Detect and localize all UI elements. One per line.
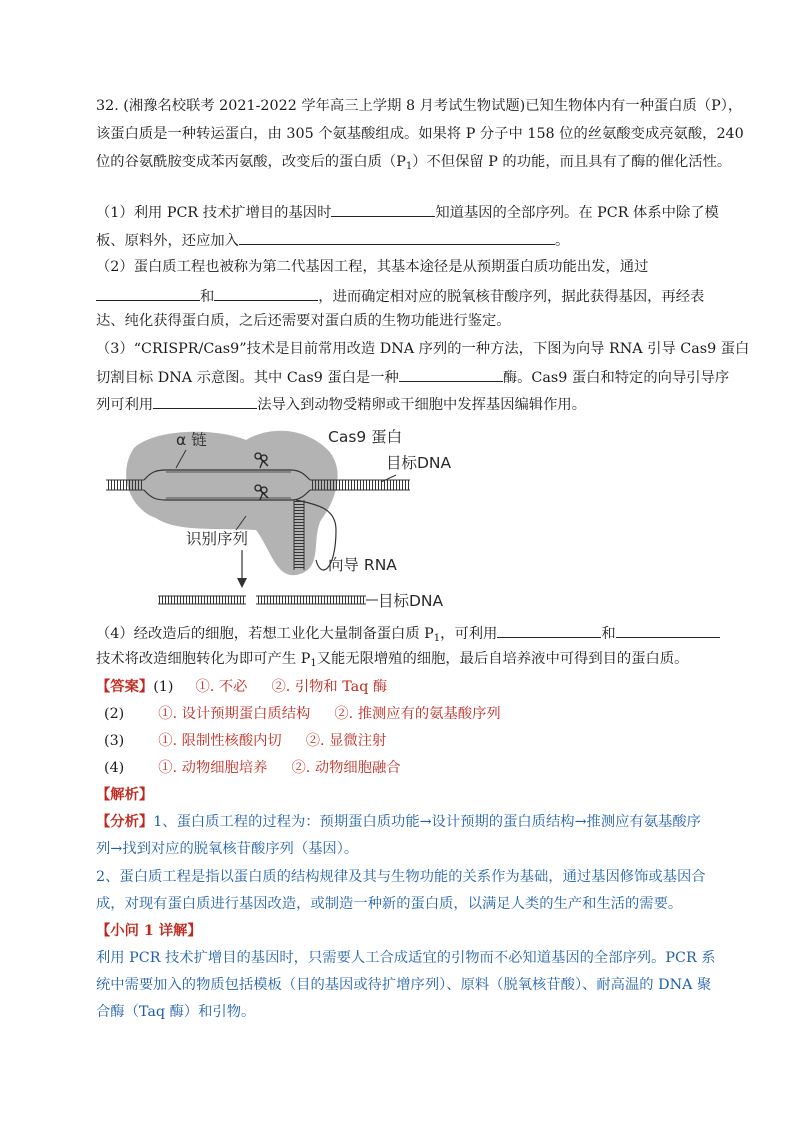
target-dna-strand: [106, 480, 144, 490]
cas9-protein-shape: [126, 431, 338, 576]
explanation-line-2: 统中需要加入的物质包括模板（目的基因或待扩增序列）、原料（脱氧核苷酸）、耐高温的 DNA 聚: [96, 977, 712, 993]
analysis-line-2: 列→找到对应的脱氧核苷酸序列（基因）。: [96, 841, 359, 857]
answer-blank[interactable]: [153, 393, 257, 409]
explanation-line-1: 利用 PCR 技术扩增目的基因时，只需要人工合成适宜的引物而不必知道基因的全部序列。PCR 系: [96, 950, 716, 966]
part3-line-2: 切割目标 DNA 示意图。其中 Cas9 蛋白是一种 酶。Cas9 蛋白和特定的向导引导序: [96, 366, 729, 388]
answer-blank[interactable]: [616, 622, 720, 638]
answer-blank[interactable]: [331, 201, 435, 217]
target-dna-strand: [310, 480, 410, 490]
answer-blank[interactable]: [497, 622, 601, 638]
recognition-sequence-label: 识别序列: [186, 530, 249, 548]
part3-line-1: （3）“CRISPR/Cas9”技术是目前常用改造 DNA 序列的一种方法，下图为向导 RNA 引导 Cas9 蛋白: [96, 341, 750, 357]
part1-line-2: 板、原料外，还应加入 。: [96, 229, 569, 251]
analysis-label: 【解析】: [96, 787, 154, 803]
analysis-line-4: 成，对现有蛋白质进行基因改造，或制造一种新的蛋白质，以满足人类的生产和生活的需要。: [96, 896, 683, 912]
alpha-chain-label: α 链: [176, 431, 207, 449]
analysis-line-3: 2、蛋白质工程是指以蛋白质的结构规律及其与生物功能的关系作为基础，通过基因修饰或基因合: [96, 869, 706, 885]
part2-line-3: 达、纯化获得蛋白质，之后还需要对蛋白质的生物功能进行鉴定。: [96, 313, 511, 329]
target-dna-bottom-label: 目标DNA: [378, 592, 444, 610]
cut-dna-fragment: [256, 596, 366, 604]
question-line-3: 位的谷氨酰胺变成苯丙氨酸，改变后的蛋白质$(P_1)$不但保留 P 的功能，而且具有了酶的催化活性。: [96, 154, 732, 172]
answer-row-4: (4) ①. 动物细胞培养 ②. 动物细胞融合: [104, 760, 401, 776]
explanation-line-3: 合酶（Taq 酶）和引物。: [96, 1004, 256, 1020]
subquestion-1-label: 【小问 1 详解】: [96, 923, 202, 939]
guide-rna-stem: [294, 500, 304, 570]
part3-line-3: 列可利用 法导入到动物受精卵或干细胞中发挥基因编辑作用。: [96, 393, 586, 415]
cas9-label: Cas9 蛋白: [328, 428, 403, 446]
answer-blank[interactable]: [239, 229, 555, 245]
arrow-down-icon: [237, 578, 247, 588]
part2-line-1: （2）蛋白质工程也被称为第二代基因工程，其基本途径是从预期蛋白质功能出发，通过: [96, 259, 649, 275]
answer-row-3: (3) ①. 限制性核酸内切 ②. 显微注射: [104, 733, 387, 749]
target-dna-top-label: 目标DNA: [386, 454, 452, 472]
answer-row-1: 【答案】(1) ①. 不必 ②. 引物和 Taq 酶: [96, 679, 388, 695]
part2-line-2: 和 ，进而确定相对应的脱氧核苷酸序列，据此获得基因，再经表: [96, 285, 704, 307]
cut-dna-fragment: [158, 596, 246, 604]
part4-line-1: （4）经改造后的细胞，若想工业化大量制备蛋白质 $P_1$，可利用 和: [96, 622, 720, 649]
guide-rna-label: 向导 RNA: [328, 556, 397, 574]
answer-blank[interactable]: [399, 366, 503, 382]
question-line-2: 该蛋白质是一种转运蛋白，由 305 个氨基酸组成。如果将 P 分子中 158 位的丝氨酸变成亮氨酸，240: [96, 126, 744, 142]
question-line-1: 32. (湘豫名校联考 2021-2022 学年高三上学期 8 月考试生物试题)已知生物体内有一种蛋白质（P），: [96, 98, 743, 114]
answer-blank[interactable]: [214, 285, 318, 301]
answer-row-2: (2) ①. 设计预期蛋白质结构 ②. 推测应有的氨基酸序列: [104, 706, 501, 722]
analysis-line-1: 【分析】1、蛋白质工程的过程为：预期蛋白质功能→设计预期的蛋白质结构→推测应有氨基酸序: [96, 814, 701, 830]
crispr-cas9-diagram: [96, 420, 702, 620]
answer-blank[interactable]: [96, 285, 200, 301]
part1-line-1: （1）利用 PCR 技术扩增目的基因时 知道基因的全部序列。在 PCR 体系中除了模: [96, 201, 719, 223]
part4-line-2: 技术将改造细胞转化为即可产生 $P_1$又能无限增殖的细胞，最后自培养液中可得到目的蛋白质。: [96, 651, 689, 669]
